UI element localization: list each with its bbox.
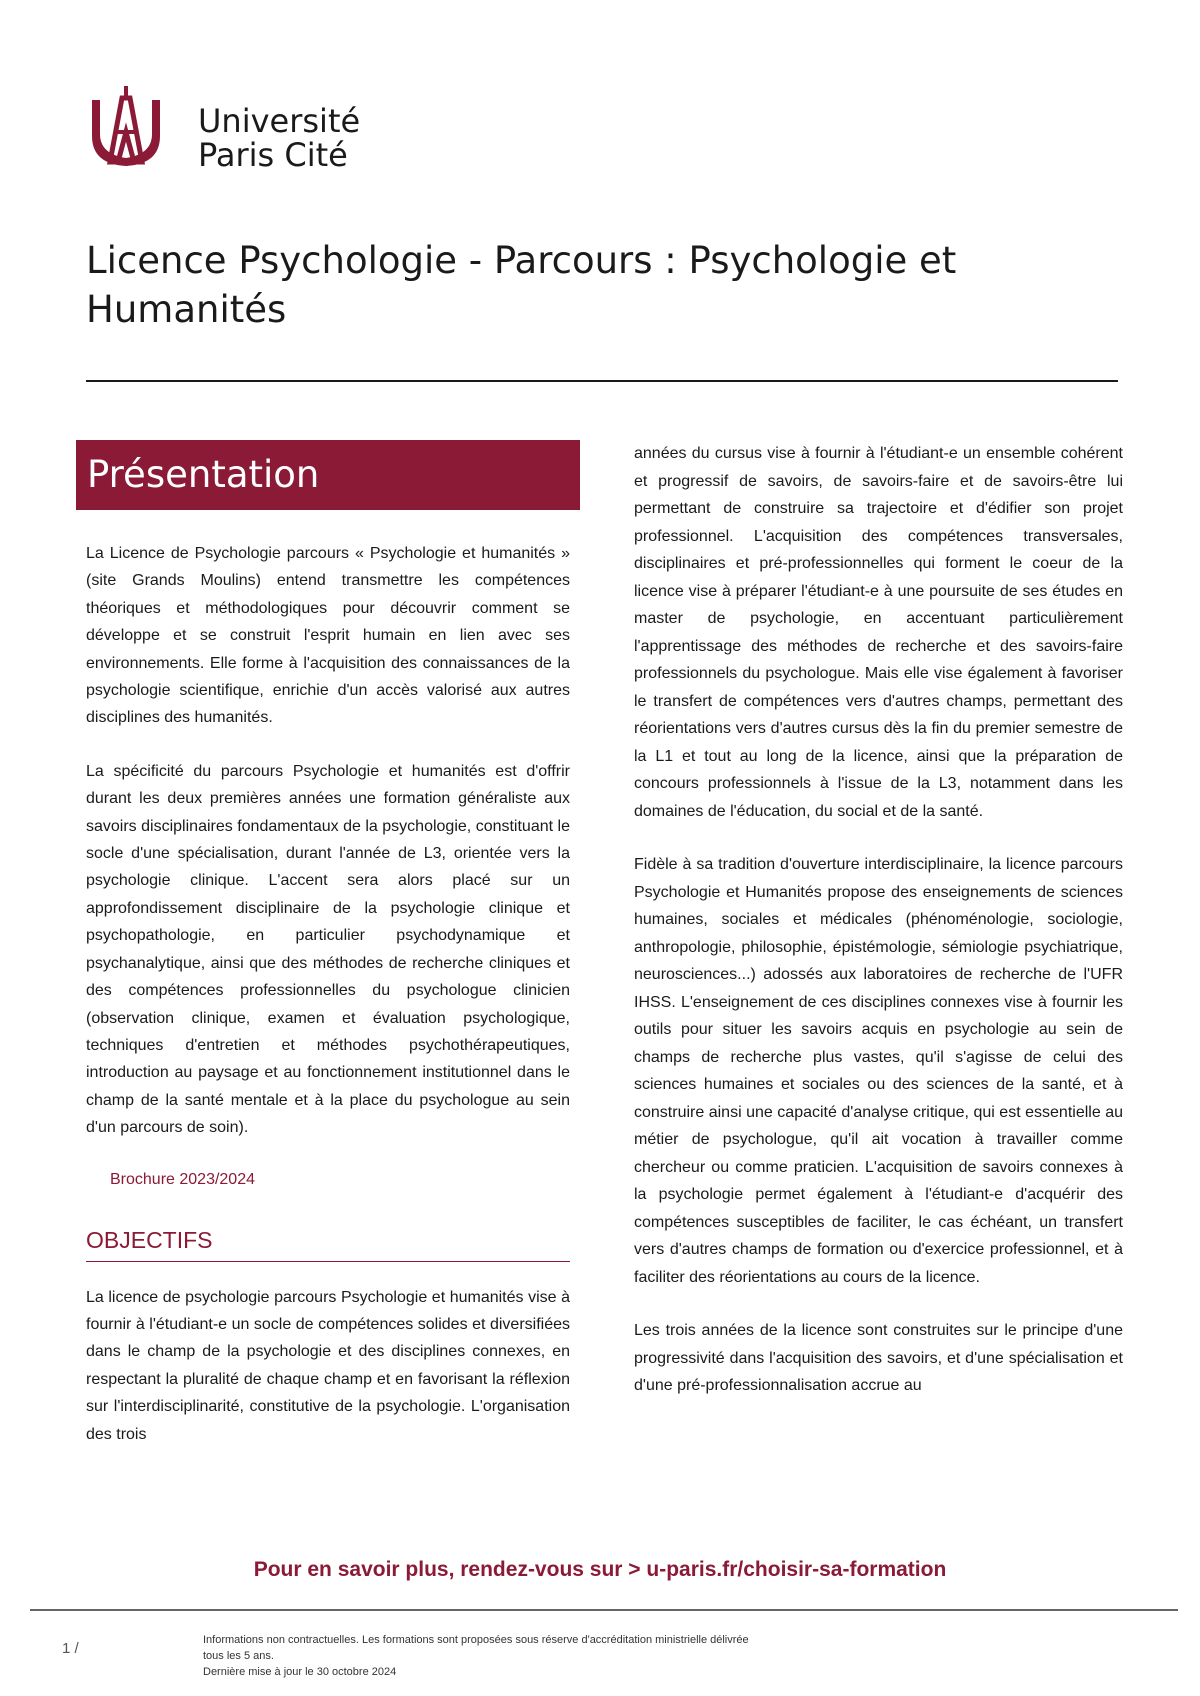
title-divider [86, 380, 1118, 382]
left-column [76, 440, 580, 1474]
logo-line-2: Paris Cité [198, 136, 348, 174]
logo-text [198, 104, 360, 172]
objectifs-paragraph-3: Les trois années de la licence sont construites sur le principe d'une progressivité dans l'acquisition des savoirs, et d'une spécialisation et d'une pré-professionnalisation accrue au [634, 1322, 1123, 1394]
footer-notes [203, 1632, 933, 1680]
presentation-body [76, 540, 580, 1448]
footer-divider [30, 1609, 1178, 1611]
logo-line-1: Université [198, 102, 361, 140]
university-logo [86, 86, 386, 176]
objectifs-paragraph-1: La licence de psychologie parcours Psychologie et humanités vise à fournir à l'étudiant-e un socle de compétences solides et diversifiées dans le champ de la psychologie et des disciplines connexes, en respectant la pluralité de chaque champ et en favorisant la réflexion sur l'interdisciplinarité, constitutive de la psychologie. L'organisation des trois [86, 1288, 570, 1443]
eiffel-tower-logo-icon [86, 86, 166, 166]
footer-note-3: Dernière mise à jour le 30 octobre 2024 [203, 1666, 397, 1678]
footer-note-1: Informations non contractuelles. Les formations sont proposées sous réserve d'accréditation ministrielle délivrée [203, 1634, 749, 1646]
objectifs-paragraph-2: Fidèle à sa tradition d'ouverture interdisciplinaire, la licence parcours Psychologie et Humanités propose des enseignements de sciences humaines, sociales et médicales (phénoménologie, sociologie, anthropologie, philosophie, épistémologie, sémiologie psychiatrique, neurosciences...) adossés aux laboratoires de recherche de l'UFR IHSS. L'enseignement de ces disciplines connexes vise à fournir les outils pour situer les savoirs acquis en psychologie au sein de champs de recherche plus vastes, qu'il s'agisse de celui des sciences humaines et sociales ou des sciences de la santé, et à construire ainsi une capacité d'analyse critique, qui est essentielle au métier de psychologue, qu'il ait vocation à travailler comme chercheur ou comme praticien. L'acquisition de savoirs connexes à la psychologie permet également à l'étudiant-e d'acquérir des compétences susceptibles de faciliter, le cas échéant, un transfert vers d'autres champs de formation ou d'exercice professionnel, et à faciliter des réorientations au cours de la licence. [634, 856, 1123, 1286]
presentation-paragraph-1: La Licence de Psychologie parcours « Psychologie et humanités » (site Grands Moulins) entend transmettre les compétences théoriques et méthodologiques pour découvrir comment se développe et se construit l'esprit humain en lien avec ses environnements. Elle forme à l'acquisition des connaissances de la psychologie scientifique, enrichie d'un accès valorisé aux autres disciplines des humanités. [86, 545, 570, 727]
more-info-link[interactable]: Pour en savoir plus, rendez-vous sur > u-paris.fr/choisir-sa-formation [253, 1558, 947, 1581]
page-number: 1 / [62, 1640, 79, 1657]
presentation-paragraph-2: La spécificité du parcours Psychologie et humanités est d'offrir durant les deux premières années une formation généraliste aux savoirs disciplinaires fondamentaux de la psychologie, constituant le socle d'une spécialisation, durant l'année de L3, orientée vers la psychologie clinique. L'accent sera alors placé sur un approfondissement disciplinaire de la psychologie clinique et psychopathologie, en particulier psychodynamique et psychanalytique, ainsi que des méthodes de recherche cliniques et des compétences professionnelles du psychologue clinicien (observation clinique, examen et évaluation psychologique, techniques d'entretien et méthodes psychothérapeutiques, introduction au paysage et au fonctionnement institutionnel dans le champ de la santé mentale et à la place du psychologue au sein d'un parcours de soin). [86, 762, 570, 1137]
brochure-link[interactable]: Brochure 2023/2024 [110, 1170, 255, 1188]
objectifs-heading: OBJECTIFS [86, 1223, 570, 1262]
objectifs-paragraph-continued: années du cursus vise à fournir à l'étudiant-e un ensemble cohérent et progressif de savoirs, de savoirs-faire et de savoirs-être lui permettant de construire sa trajectoire et d'édifier son projet professionnel. L'acquisition des compétences transversales, disciplinaires et pré-professionnelles qui forment le coeur de la licence vise à préparer l'étudiant-e à une poursuite de ses études en master de psychologie, en accentuant particulièrement l'apprentissage des méthodes de recherche et des savoirs-faire professionnels du psychologue. Mais elle vise également à favoriser le transfert de compétences vers d'autres champs, permettant des réorientations vers d'autres cursus dès la fin du premier semestre de la L1 et tout au long de la licence, ainsi que la préparation de concours professionnels à l'issue de la L3, notamment dans les domaines de l'éducation, du social et de la santé. [634, 445, 1123, 820]
footer-note-2: tous les 5 ans. [203, 1650, 274, 1662]
document-title: Licence Psychologie - Parcours : Psychologie et Humanités [86, 239, 957, 331]
right-column [634, 440, 1123, 1426]
presentation-heading: Présentation [76, 440, 580, 510]
